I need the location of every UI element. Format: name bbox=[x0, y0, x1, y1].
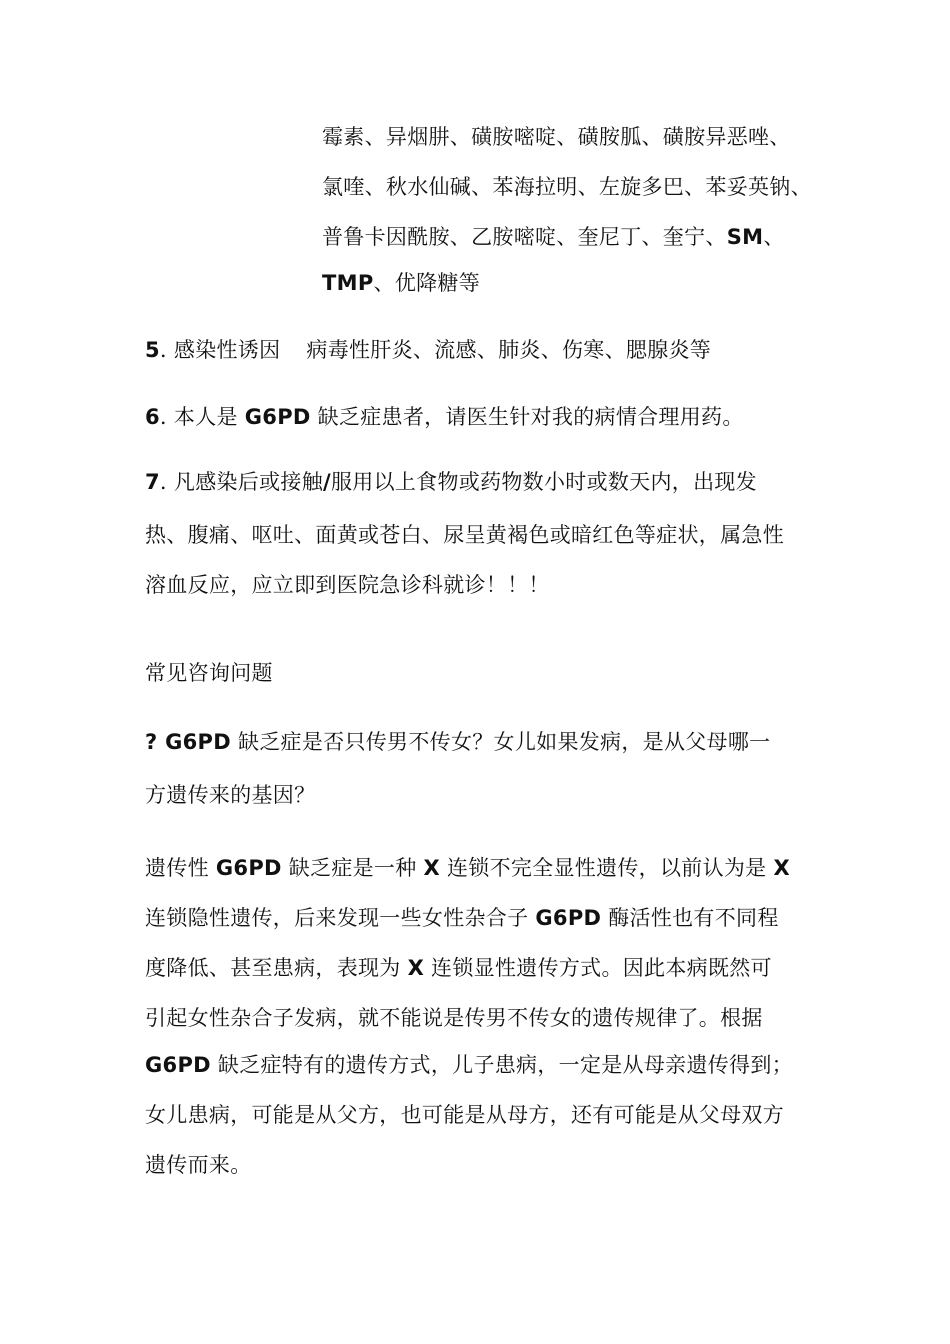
item-6-post: 缺乏症患者，请医生针对我的病情合理用药。 bbox=[310, 405, 744, 429]
faq-answer-line-6: 女儿患病，可能是从父方，也可能是从母方，还有可能是从父母双方 bbox=[145, 1103, 784, 1127]
item-7-line-2: 热、腹痛、呕吐、面黄或苍白、尿呈黄褐色或暗红色等症状，属急性 bbox=[145, 523, 784, 547]
item-5 bbox=[145, 335, 711, 365]
drug-list-punct: 、 bbox=[763, 225, 785, 249]
drug-abbr-tmp: TMP bbox=[322, 271, 374, 295]
item-number: 6 bbox=[145, 405, 160, 429]
g6pd-term: G6PD bbox=[244, 405, 311, 429]
question-mark-g6pd: ? G6PD bbox=[145, 730, 231, 754]
faq-heading: 常见咨询问题 bbox=[145, 661, 273, 685]
item-number: 7 bbox=[145, 470, 160, 494]
faq-answer-line-3 bbox=[145, 953, 772, 983]
x-term: X bbox=[423, 856, 440, 880]
g6pd-term: G6PD bbox=[145, 1053, 211, 1077]
item-7-text: 服用以上食物或药物数小时或数天内，出现发 bbox=[330, 470, 757, 494]
answer-text: 度降低、甚至患病，表现为 bbox=[145, 956, 408, 980]
drug-list-line-4 bbox=[322, 268, 480, 298]
item-sep: . bbox=[159, 470, 167, 494]
answer-text: 酶活性也有不同程 bbox=[601, 906, 779, 930]
faq-question-line-1 bbox=[145, 727, 770, 757]
item-sep: . bbox=[159, 405, 167, 429]
drug-abbr-sm: SM bbox=[726, 225, 764, 249]
item-7-text: 凡感染后或接触 bbox=[173, 470, 323, 494]
answer-text: 连锁隐性遗传，后来发现一些女性杂合子 bbox=[145, 906, 536, 930]
x-term: X bbox=[407, 956, 425, 980]
g6pd-term: G6PD bbox=[215, 856, 282, 880]
g6pd-term: G6PD bbox=[535, 906, 602, 930]
answer-text: 缺乏症特有的遗传方式，儿子患病，一定是从母亲遗传得到； bbox=[210, 1053, 793, 1077]
slash: / bbox=[323, 470, 331, 494]
item-5-text: 病毒性肝炎、流感、肺炎、伤寒、腮腺炎等 bbox=[306, 338, 712, 362]
faq-answer-line-4: 引起女性杂合子发病，就不能说是传男不传女的遗传规律了。根据 bbox=[145, 1006, 763, 1030]
answer-text: 遗传性 bbox=[145, 856, 216, 880]
answer-text: 连锁不完全显性遗传，以前认为是 bbox=[440, 856, 774, 880]
item-sep: . bbox=[159, 338, 167, 362]
drug-list-line-2: 氯喹、秋水仙碱、苯海拉明、左旋多巴、苯妥英钠、 bbox=[322, 175, 812, 199]
item-5-label: 感染性诱因 bbox=[173, 338, 281, 362]
question-text: 缺乏症是否只传男不传女？女儿如果发病，是从父母哪一 bbox=[230, 730, 771, 754]
drug-list-line-3 bbox=[322, 222, 785, 252]
item-7-line-1 bbox=[145, 467, 757, 497]
drug-list-line-1: 霉素、异烟肼、磺胺嘧啶、磺胺胍、磺胺异恶唑、 bbox=[322, 125, 791, 149]
drug-list-text: 、优降糖等 bbox=[373, 271, 481, 295]
item-7-line-3: 溶血反应，应立即到医院急诊科就诊！！！ bbox=[145, 573, 550, 597]
faq-answer-line-5 bbox=[145, 1050, 793, 1080]
faq-answer-line-1 bbox=[145, 853, 790, 883]
faq-question-line-2: 方遗传来的基因？ bbox=[145, 783, 316, 807]
item-6 bbox=[145, 402, 744, 432]
answer-text: 连锁显性遗传方式。因此本病既然可 bbox=[424, 956, 772, 980]
item-6-pre: 本人是 bbox=[173, 405, 245, 429]
item-number: 5 bbox=[145, 338, 160, 362]
drug-list-text: 普鲁卡因酰胺、乙胺嘧啶、奎尼丁、奎宁、 bbox=[322, 225, 727, 249]
x-term: X bbox=[773, 856, 790, 880]
faq-answer-line-7: 遗传而来。 bbox=[145, 1153, 252, 1177]
answer-text: 缺乏症是一种 bbox=[281, 856, 424, 880]
faq-answer-line-2 bbox=[145, 903, 779, 933]
